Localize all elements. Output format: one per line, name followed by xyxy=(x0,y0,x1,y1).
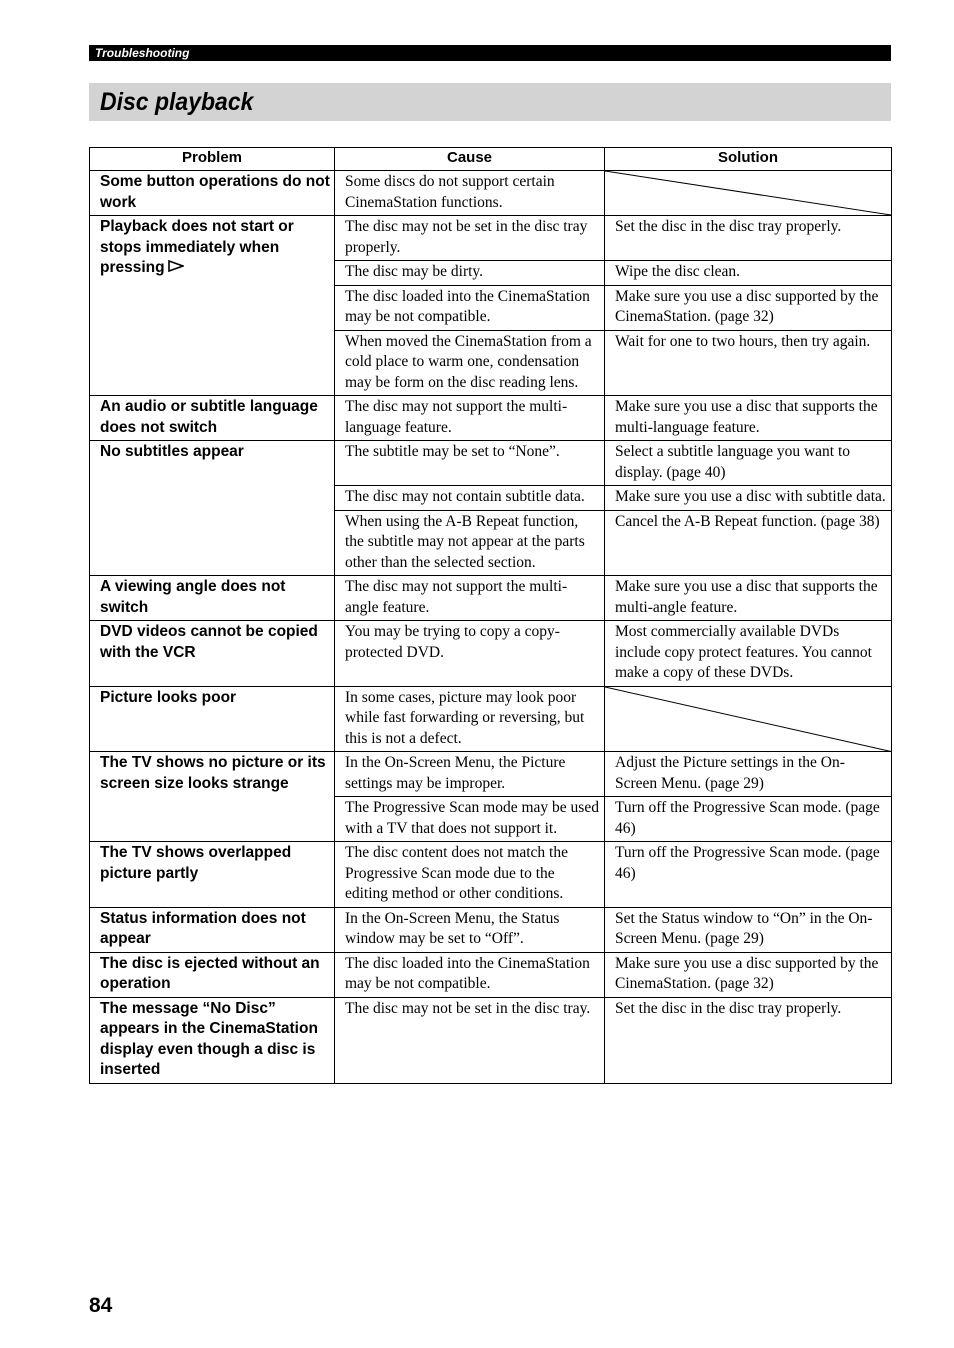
diagonal-line xyxy=(605,687,891,752)
solution-cell: Select a subtitle language you want to display. (page 40) xyxy=(605,441,892,486)
page-number: 84 xyxy=(89,1294,113,1317)
cause-cell: The subtitle may be set to “None”. xyxy=(335,441,605,486)
problem-text: No subtitles appear xyxy=(100,443,244,460)
solution-cell: Make sure you use a disc that supports the multi-language feature. xyxy=(605,396,892,441)
solution-cell: Turn off the Progressive Scan mode. (page 46) xyxy=(605,842,892,908)
solution-cell: Make sure you use a disc with subtitle data. xyxy=(605,486,892,511)
problem-text: An audio or subtitle language does not switch xyxy=(100,398,318,436)
cause-cell: The disc may be dirty. xyxy=(335,261,605,286)
problem-cell xyxy=(90,621,335,687)
problem-text: DVD videos cannot be copied with the VCR xyxy=(100,623,318,661)
solution-cell-not-applicable xyxy=(605,171,892,216)
solution-cell: Wipe the disc clean. xyxy=(605,261,892,286)
solution-cell: Make sure you use a disc supported by the CinemaStation. (page 32) xyxy=(605,285,892,330)
cause-cell: When using the A-B Repeat function, the subtitle may not appear at the parts other than the selected section. xyxy=(335,510,605,576)
problem-text: Picture looks poor xyxy=(100,688,237,706)
cause-cell: The disc loaded into the CinemaStation may be not compatible. xyxy=(335,952,605,997)
troubleshooting-table xyxy=(89,147,892,1084)
problem-cell xyxy=(90,686,335,752)
solution-cell: Cancel the A-B Repeat function. (page 38) xyxy=(605,510,892,576)
problem-text: Status information does not appear xyxy=(100,909,306,947)
problem-cell xyxy=(90,842,335,908)
solution-cell: Make sure you use a disc that supports the multi-angle feature. xyxy=(605,576,892,621)
solution-cell: Set the disc in the disc tray properly. xyxy=(605,997,892,1083)
column-header-problem: Problem xyxy=(90,148,335,171)
column-header-solution: Solution xyxy=(605,148,892,171)
solution-cell: Turn off the Progressive Scan mode. (page 46) xyxy=(605,797,892,842)
solution-cell: Most commercially available DVDs include copy protect features. You cannot make a copy of these DVDs. xyxy=(605,621,892,687)
problem-cell xyxy=(90,752,335,842)
cause-cell: The disc may not support the multi-language feature. xyxy=(335,396,605,441)
section-label: Troubleshooting xyxy=(95,46,190,60)
problem-cell xyxy=(90,997,335,1083)
problem-cell xyxy=(90,216,335,396)
table-header-row xyxy=(90,148,892,171)
problem-cell xyxy=(90,907,335,952)
table-row xyxy=(90,997,892,1083)
cause-cell: The disc may not support the multi-angle feature. xyxy=(335,576,605,621)
solution-cell-not-applicable xyxy=(605,686,892,752)
solution-cell: Set the Status window to “On” in the On-Screen Menu. (page 29) xyxy=(605,907,892,952)
problem-cell xyxy=(90,171,335,216)
cause-cell: The disc may not contain subtitle data. xyxy=(335,486,605,511)
problem-text: A viewing angle does not switch xyxy=(100,578,286,616)
problem-text: Playback does not start or stops immediately when pressing xyxy=(100,218,294,276)
page-title: Disc playback xyxy=(100,88,254,116)
problem-cell xyxy=(90,396,335,441)
table-row xyxy=(90,842,892,908)
problem-cell xyxy=(90,441,335,576)
cause-cell: The disc may not be set in the disc tray properly. xyxy=(335,216,605,261)
cause-cell: In some cases, picture may look poor while fast forwarding or reversing, but this is not a defect. xyxy=(335,686,605,752)
table-row xyxy=(90,171,892,216)
solution-cell: Adjust the Picture settings in the On-Screen Menu. (page 29) xyxy=(605,752,892,797)
cause-cell: The disc loaded into the CinemaStation may be not compatible. xyxy=(335,285,605,330)
cause-cell: When moved the CinemaStation from a cold place to warm one, condensation may be form on the disc reading lens. xyxy=(335,330,605,396)
table-body xyxy=(90,171,892,1084)
solution-cell: Set the disc in the disc tray properly. xyxy=(605,216,892,261)
table-row xyxy=(90,621,892,687)
cause-cell: In the On-Screen Menu, the Status window may be set to “Off”. xyxy=(335,907,605,952)
cause-cell: You may be trying to copy a copy-protected DVD. xyxy=(335,621,605,687)
table-row xyxy=(90,396,892,441)
cause-cell: Some discs do not support certain CinemaStation functions. xyxy=(335,171,605,216)
problem-cell xyxy=(90,576,335,621)
problem-text: The disc is ejected without an operation xyxy=(100,954,320,992)
table-row xyxy=(90,686,892,752)
table-row xyxy=(90,216,892,261)
solution-cell: Make sure you use a disc supported by the CinemaStation. (page 32) xyxy=(605,952,892,997)
cause-cell: The disc may not be set in the disc tray. xyxy=(335,997,605,1083)
column-header-cause: Cause xyxy=(335,148,605,171)
table-row xyxy=(90,907,892,952)
section-header-bar xyxy=(89,45,891,61)
problem-text: Some button operations do not work xyxy=(100,173,330,211)
cause-cell: In the On-Screen Menu, the Picture settings may be improper. xyxy=(335,752,605,797)
play-icon xyxy=(168,260,184,272)
problem-text: The TV shows no picture or its screen size looks strange xyxy=(100,754,326,792)
diagonal-line xyxy=(605,171,891,215)
problem-text: The message “No Disc” appears in the CinemaStation display even though a disc is inserted xyxy=(100,999,318,1078)
cause-cell: The Progressive Scan mode may be used with a TV that does not support it. xyxy=(335,797,605,842)
solution-cell: Wait for one to two hours, then try again. xyxy=(605,330,892,396)
problem-cell xyxy=(90,952,335,997)
table-row xyxy=(90,576,892,621)
title-bar xyxy=(89,83,891,121)
table-row xyxy=(90,441,892,486)
problem-text: The TV shows overlapped picture partly xyxy=(100,844,292,882)
cause-cell: The disc content does not match the Progressive Scan mode due to the editing method or other conditions. xyxy=(335,842,605,908)
table-row xyxy=(90,752,892,797)
table-row xyxy=(90,952,892,997)
